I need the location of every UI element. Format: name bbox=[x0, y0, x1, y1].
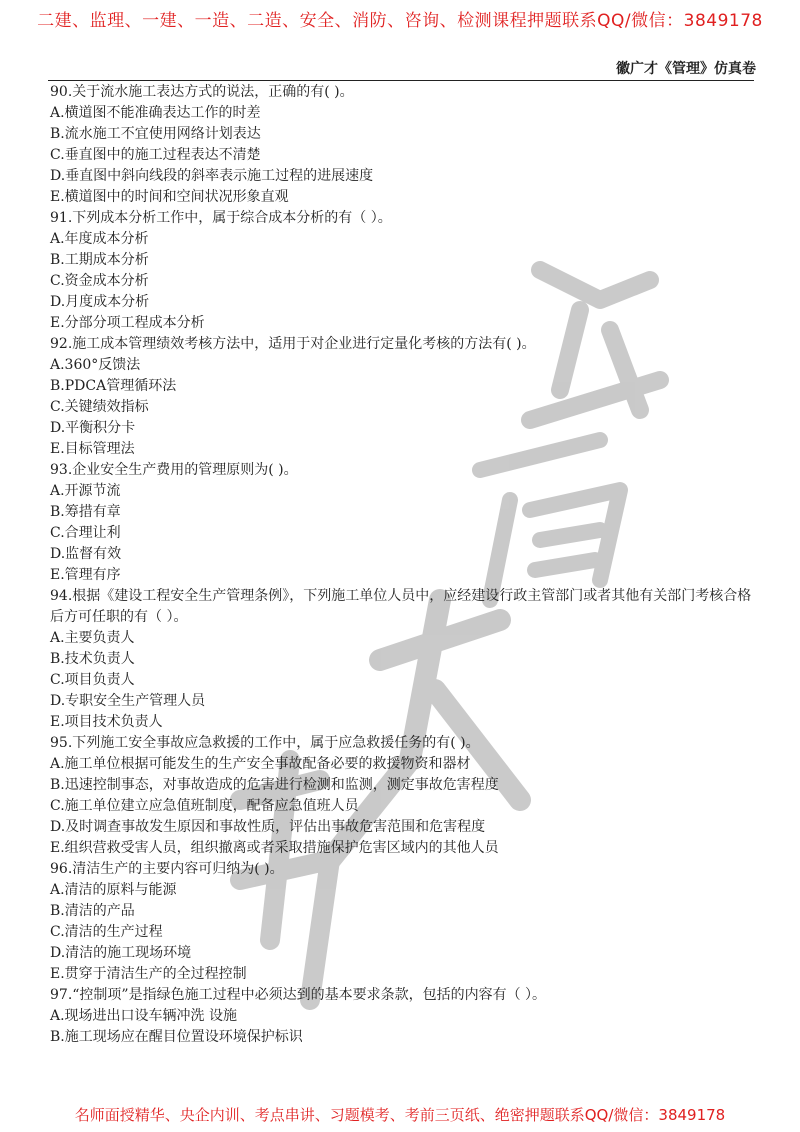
question-93-stem: 93.企业安全生产费用的管理原则为( )。 bbox=[50, 462, 298, 478]
option-line: C.施工单位建立应急值班制度，配备应急值班人员 bbox=[50, 798, 359, 814]
option-line: D.及时调查事故发生原因和事故性质，评估出事故危害范围和危害程度 bbox=[50, 819, 486, 835]
option-line: B.迅速控制事态，对事故造成的危害进行检测和监测，测定事故危害程度 bbox=[50, 777, 499, 793]
option-line: E.目标管理法 bbox=[50, 441, 135, 457]
bottom-ad-banner: 名师面授精华、央企内训、考点串讲、习题模考、考前三页纸、绝密押题联系QQ/微信：3849178 bbox=[74, 1106, 726, 1124]
option-line: C.垂直图中的施工过程表达不清楚 bbox=[50, 147, 261, 163]
option-line: B.技术负责人 bbox=[50, 651, 135, 667]
option-line: A.现场进出口设车辆冲洗 设施 bbox=[50, 1008, 238, 1024]
question-92-stem: 92.施工成本管理绩效考核方法中，适用于对企业进行定量化考核的方法有( )。 bbox=[50, 336, 536, 352]
option-line: D.专职安全生产管理人员 bbox=[50, 693, 206, 709]
option-line: E.项目技术负责人 bbox=[50, 714, 163, 730]
option-line: B.施工现场应在醒目位置设环境保护标识 bbox=[50, 1029, 303, 1045]
option-line: E.组织营救受害人员，组织撤离或者采取措施保护危害区域内的其他人员 bbox=[50, 840, 499, 856]
option-line: E.分部分项工程成本分析 bbox=[50, 315, 205, 331]
option-line: C.项目负责人 bbox=[50, 672, 135, 688]
question-97-stem: 97.“控制项”是指绿色施工过程中必须达到的基本要求条款，包括的内容有（ ）。 bbox=[50, 987, 547, 1003]
option-line: C.关键绩效指标 bbox=[50, 399, 149, 415]
question-95-stem: 95.下列施工安全事故应急救援的工作中，属于应急救援任务的有( )。 bbox=[50, 735, 480, 751]
option-line: A.横道图不能准确表达工作的时差 bbox=[50, 105, 261, 121]
option-line: D.平衡积分卡 bbox=[50, 420, 136, 436]
option-line: B.筹措有章 bbox=[50, 504, 121, 520]
option-line: B.PDCA管理循环法 bbox=[50, 378, 177, 394]
option-line: A.主要负责人 bbox=[50, 630, 135, 646]
option-line: A.施工单位根据可能发生的生产安全事故配备必要的救援物资和器材 bbox=[50, 756, 471, 772]
option-line: A.开源节流 bbox=[50, 483, 121, 499]
option-line: C.清洁的生产过程 bbox=[50, 924, 163, 940]
question-96-stem: 96.清洁生产的主要内容可归纳为( )。 bbox=[50, 861, 284, 877]
question-90-stem: 90.关于流水施工表达方式的说法，正确的有( )。 bbox=[50, 84, 354, 100]
option-line: E.贯穿于清洁生产的全过程控制 bbox=[50, 966, 247, 982]
option-line: B.工期成本分析 bbox=[50, 252, 149, 268]
option-line: A.360°反馈法 bbox=[50, 357, 141, 373]
option-line: B.清洁的产品 bbox=[50, 903, 135, 919]
option-line: A.年度成本分析 bbox=[50, 231, 149, 247]
top-ad-banner: 二建、监理、一建、一造、二造、安全、消防、咨询、检测课程押题联系QQ/微信：3849178 bbox=[37, 11, 763, 31]
option-line: D.监督有效 bbox=[50, 546, 122, 562]
header-divider bbox=[48, 80, 754, 81]
option-line: D.垂直图中斜向线段的斜率表示施工过程的进展速度 bbox=[50, 168, 374, 184]
question-94-stem: 94.根据《建设工程安全生产管理条例》，下列施工单位人员中，应经建设行政主管部门或者其他有关部门考核合格后方可任职的有（ ）。 bbox=[50, 588, 752, 625]
option-line: B.流水施工不宜使用网络计划表达 bbox=[50, 126, 261, 142]
option-line: A.清洁的原料与能源 bbox=[50, 882, 177, 898]
document-header-title: 徽广才《管理》仿真卷 bbox=[616, 61, 756, 77]
option-line: C.合理让利 bbox=[50, 525, 121, 541]
option-line: C.资金成本分析 bbox=[50, 273, 149, 289]
question-91-stem: 91.下列成本分析工作中，属于综合成本分析的有（ ）。 bbox=[50, 210, 392, 226]
question-list bbox=[50, 82, 756, 1048]
option-line: D.清洁的施工现场环境 bbox=[50, 945, 192, 961]
option-line: D.月度成本分析 bbox=[50, 294, 150, 310]
option-line: E.横道图中的时间和空间状况形象直观 bbox=[50, 189, 289, 205]
option-line: E.管理有序 bbox=[50, 567, 121, 583]
